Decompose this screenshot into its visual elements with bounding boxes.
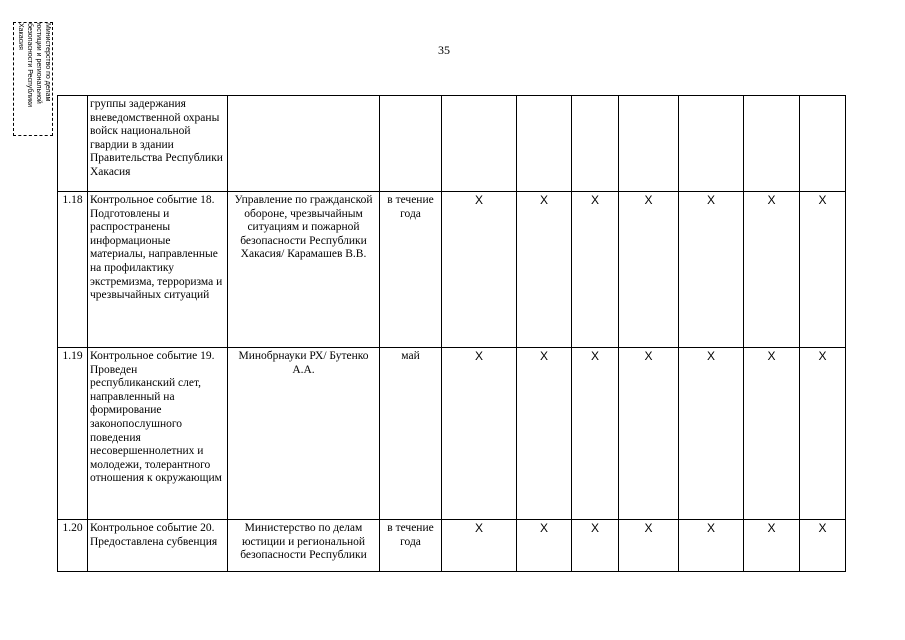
mark-cell: X [619, 520, 679, 572]
table-row [58, 348, 846, 520]
term-cell [380, 96, 442, 192]
mark-cell: X [572, 348, 619, 520]
responsible-cell: Управление по гражданской обороне, чрезвычайным ситуациям и пожарной безопасности Республики Хакасия/ Карамашев В.В. [228, 192, 380, 348]
mark-cell: X [744, 192, 800, 348]
mark-cell: X [619, 348, 679, 520]
mark-cell: X [517, 520, 572, 572]
stamp-text: Министерство по делам юстиции и региональной безопасности Республики Хакасия [17, 23, 51, 107]
mark-cell: X [619, 192, 679, 348]
table-row [58, 520, 846, 572]
row-number: 1.20 [58, 520, 88, 572]
mark-cell [619, 96, 679, 192]
mark-cell: X [442, 192, 517, 348]
responsible-cell: Минобрнауки РХ/ Бутенко А.А. [228, 348, 380, 520]
mark-cell [442, 96, 517, 192]
event-description: Контрольное событие 18. Подготовлены и распространены информационые материалы, направленные на профилактику экстремизма, терроризма и чрезвычайных ситуаций [88, 192, 228, 348]
responsible-cell [228, 96, 380, 192]
mark-cell: X [800, 348, 846, 520]
mark-cell: X [572, 520, 619, 572]
table-row [58, 192, 846, 348]
mark-cell: X [572, 192, 619, 348]
mark-cell: X [517, 192, 572, 348]
responsible-cell: Министерство по делам юстиции и региональной безопасности Республики [228, 520, 380, 572]
term-cell: в течение года [380, 520, 442, 572]
row-number: 1.19 [58, 348, 88, 520]
event-description: группы задержания вневедомственной охраны войск национальной гвардии в здании Правительства Республики Хакасия [88, 96, 228, 192]
mark-cell: X [744, 520, 800, 572]
mark-cell [800, 96, 846, 192]
mark-cell [572, 96, 619, 192]
mark-cell: X [744, 348, 800, 520]
term-cell: в течение года [380, 192, 442, 348]
mark-cell: X [517, 348, 572, 520]
mark-cell: X [800, 520, 846, 572]
registration-stamp [13, 22, 53, 136]
mark-cell: X [800, 192, 846, 348]
page-number: 35 [438, 43, 450, 57]
row-number [58, 96, 88, 192]
mark-cell [744, 96, 800, 192]
mark-cell: X [442, 348, 517, 520]
mark-cell: X [442, 520, 517, 572]
mark-cell [517, 96, 572, 192]
mark-cell: X [679, 192, 744, 348]
event-description: Контрольное событие 20. Предоставлена субвенция [88, 520, 228, 572]
row-number: 1.18 [58, 192, 88, 348]
event-description: Контрольное событие 19. Проведен республиканский слет, направленный на формирование законопослушного поведения несовершеннолетних и молодежи, толерантного отношения к окружающим [88, 348, 228, 520]
term-cell: май [380, 348, 442, 520]
plan-table [57, 95, 846, 572]
mark-cell: X [679, 348, 744, 520]
table-row [58, 96, 846, 192]
mark-cell [679, 96, 744, 192]
mark-cell: X [679, 520, 744, 572]
